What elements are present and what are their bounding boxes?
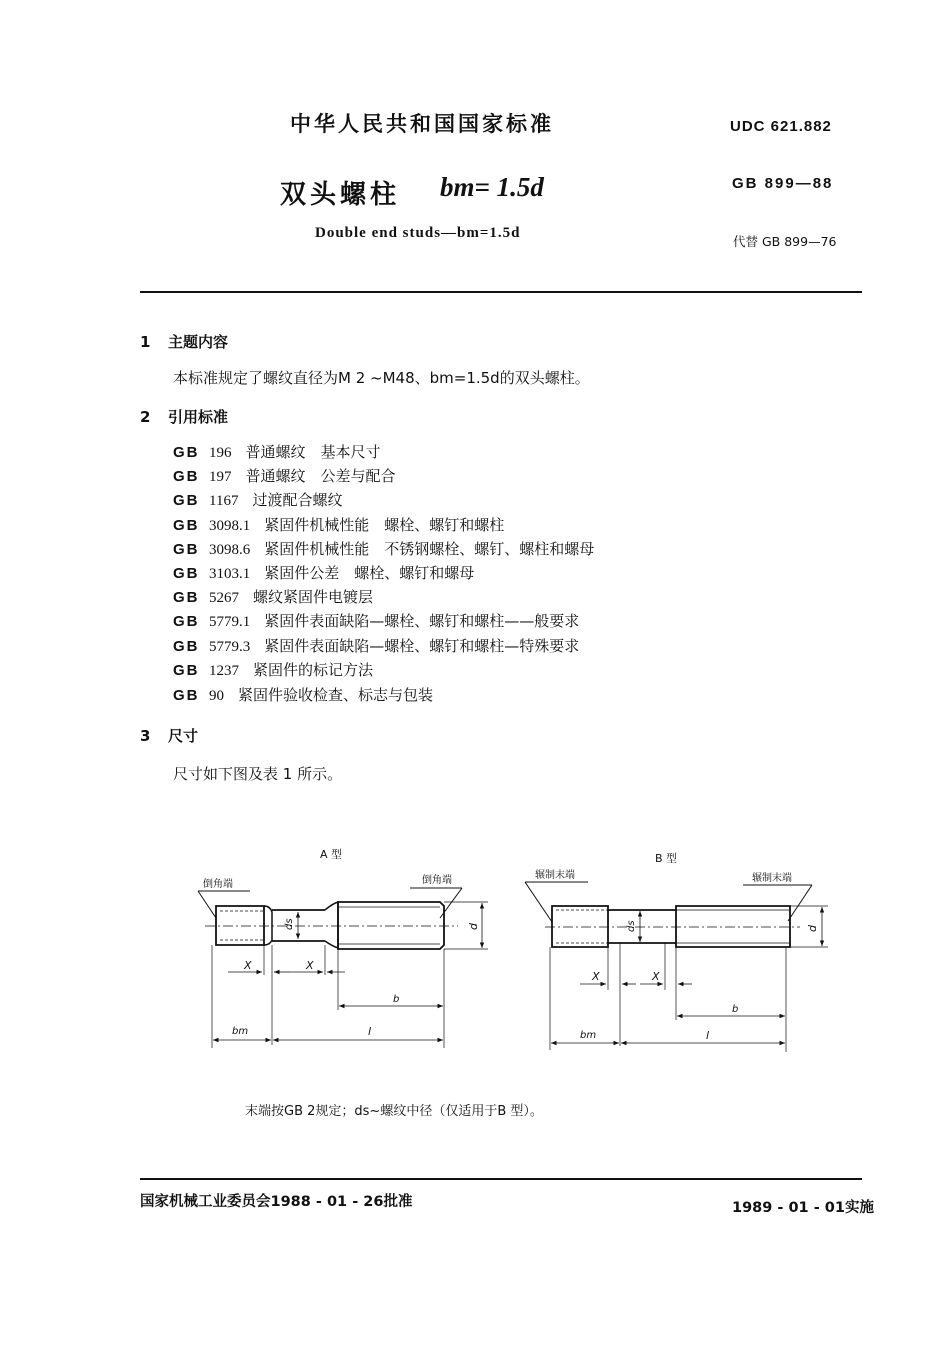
stud-right-thread xyxy=(676,906,790,947)
reference-item xyxy=(173,514,504,535)
type-a-drawing xyxy=(198,847,488,1048)
type-b-left-end-label: 辗制末端 xyxy=(535,870,575,881)
ref-title: 紧固件的标记方法 xyxy=(253,661,374,679)
type-a-left-end-label: 倒角端 xyxy=(203,879,233,890)
ref-number: 5267 xyxy=(209,590,239,606)
ref-title: 紧固件机械性能 螺栓、螺钉和螺柱 xyxy=(264,516,505,534)
section-title: 主题内容 xyxy=(168,333,229,351)
ref-title: 紧固件表面缺陷—螺栓、螺钉和螺柱——般要求 xyxy=(264,612,580,630)
reference-item xyxy=(173,489,342,510)
ref-number: 5779.1 xyxy=(209,614,251,630)
type-a-b-label: b xyxy=(393,994,400,1005)
type-a-bm-label: bm xyxy=(232,1026,249,1037)
ref-gb: GB xyxy=(173,565,200,582)
ref-gb: GB xyxy=(173,444,200,461)
reference-item xyxy=(173,538,594,559)
type-b-ds-label: ds xyxy=(626,920,637,932)
section-title: 引用标准 xyxy=(168,408,229,426)
ref-number: 1237 xyxy=(209,663,239,679)
stud-left-thread xyxy=(216,906,264,945)
ref-gb: GB xyxy=(173,468,200,485)
reference-item xyxy=(173,635,579,656)
section-title: 尺寸 xyxy=(168,727,199,745)
ref-title: 紧固件表面缺陷—螺栓、螺钉和螺柱—特殊要求 xyxy=(264,637,580,655)
ref-number: 5779.3 xyxy=(209,639,251,655)
ref-number: 197 xyxy=(209,469,232,485)
header-divider xyxy=(140,291,862,293)
standard-title-cn: 双头螺柱 xyxy=(280,180,401,210)
ref-gb: GB xyxy=(173,589,200,606)
ref-title: 紧固件机械性能 不锈钢螺栓、螺钉、螺柱和螺母 xyxy=(264,540,595,558)
stud-left-thread xyxy=(552,906,608,947)
section-1-text: 本标准规定了螺纹直径为M 2 ~M48、bm=1.5d的双头螺柱。 xyxy=(173,369,590,387)
udc-code: UDC 621.882 xyxy=(730,118,832,135)
reference-item xyxy=(173,465,396,486)
reference-item xyxy=(173,586,373,607)
figure-note: 末端按GB 2规定；ds~螺纹中径（仅适用于B 型）。 xyxy=(245,1104,543,1119)
stud-right-thread xyxy=(338,902,444,949)
leader-line xyxy=(788,885,812,921)
footer-divider xyxy=(140,1178,862,1180)
type-a-l-label: l xyxy=(368,1025,372,1038)
stud-shank xyxy=(272,910,325,941)
effective-date: 1989 - 01 - 01实施 xyxy=(732,1200,874,1216)
type-a-x-label: X xyxy=(244,959,252,972)
ref-title: 普通螺纹 公差与配合 xyxy=(245,467,396,485)
stud-shank xyxy=(608,910,676,943)
ref-title: 螺纹紧固件电镀层 xyxy=(253,588,374,606)
section-1-heading xyxy=(140,331,228,352)
type-a-ds-label: ds xyxy=(284,918,295,930)
ref-title: 紧固件验收检查、标志与包装 xyxy=(238,686,434,704)
reference-item xyxy=(173,441,381,462)
type-b-caption: B 型 xyxy=(655,852,678,865)
type-b-b-label: b xyxy=(732,1004,739,1015)
type-a-right-end-label: 倒角端 xyxy=(422,875,452,886)
type-b-l-label: l xyxy=(706,1029,710,1042)
type-a-d-label: d xyxy=(467,923,480,930)
type-b-bm-label: bm xyxy=(580,1030,597,1041)
ref-gb: GB xyxy=(173,638,200,655)
reference-item xyxy=(173,684,433,705)
type-b-x-label: X xyxy=(592,970,600,983)
ref-gb: GB xyxy=(173,541,200,558)
reference-item xyxy=(173,659,373,680)
ref-number: 196 xyxy=(209,445,232,461)
reference-item xyxy=(173,610,579,631)
type-b-right-end-label: 辗制末端 xyxy=(752,873,792,884)
type-b-x-label: X xyxy=(652,970,660,983)
stud-dimension-figure xyxy=(0,830,950,1070)
section-number: 3 xyxy=(140,727,151,745)
national-standard-title: 中华人民共和国国家标准 xyxy=(290,112,554,136)
type-b-drawing xyxy=(525,851,828,1052)
ref-number: 90 xyxy=(209,688,224,704)
ref-title: 普通螺纹 基本尺寸 xyxy=(245,443,381,461)
section-3-heading xyxy=(140,725,198,746)
ref-number: 3098.1 xyxy=(209,518,251,534)
reference-item xyxy=(173,562,474,583)
ref-number: 1167 xyxy=(209,493,239,509)
section-2-heading xyxy=(140,406,228,427)
ref-gb: GB xyxy=(173,492,200,509)
ref-title: 过渡配合螺纹 xyxy=(252,491,343,509)
leader-line xyxy=(525,882,552,922)
section-number: 2 xyxy=(140,408,151,426)
ref-gb: GB xyxy=(173,517,200,534)
ref-number: 3103.1 xyxy=(209,566,251,582)
ref-title: 紧固件公差 螺栓、螺钉和螺母 xyxy=(264,564,475,582)
ref-number: 3098.6 xyxy=(209,542,251,558)
standard-formula: bm= 1.5d xyxy=(440,172,544,202)
gb-number: GB 899—88 xyxy=(732,175,834,192)
section-number: 1 xyxy=(140,333,151,351)
section-3-text: 尺寸如下图及表 1 所示。 xyxy=(173,765,343,783)
replaces-note: 代替 GB 899—76 xyxy=(733,234,837,249)
leader-line xyxy=(198,891,216,918)
ref-gb: GB xyxy=(173,613,200,630)
approval-date: 国家机械工业委员会1988 - 01 - 26批准 xyxy=(140,1194,413,1210)
type-a-x-label: X xyxy=(306,959,314,972)
stud-runout-right xyxy=(325,902,338,948)
type-b-d-label: d xyxy=(806,925,819,932)
standard-title-en: Double end studs—bm=1.5d xyxy=(315,225,521,241)
ref-gb: GB xyxy=(173,662,200,679)
stud-runout-left xyxy=(264,906,272,945)
ref-gb: GB xyxy=(173,687,200,704)
type-a-caption: A 型 xyxy=(320,848,343,861)
